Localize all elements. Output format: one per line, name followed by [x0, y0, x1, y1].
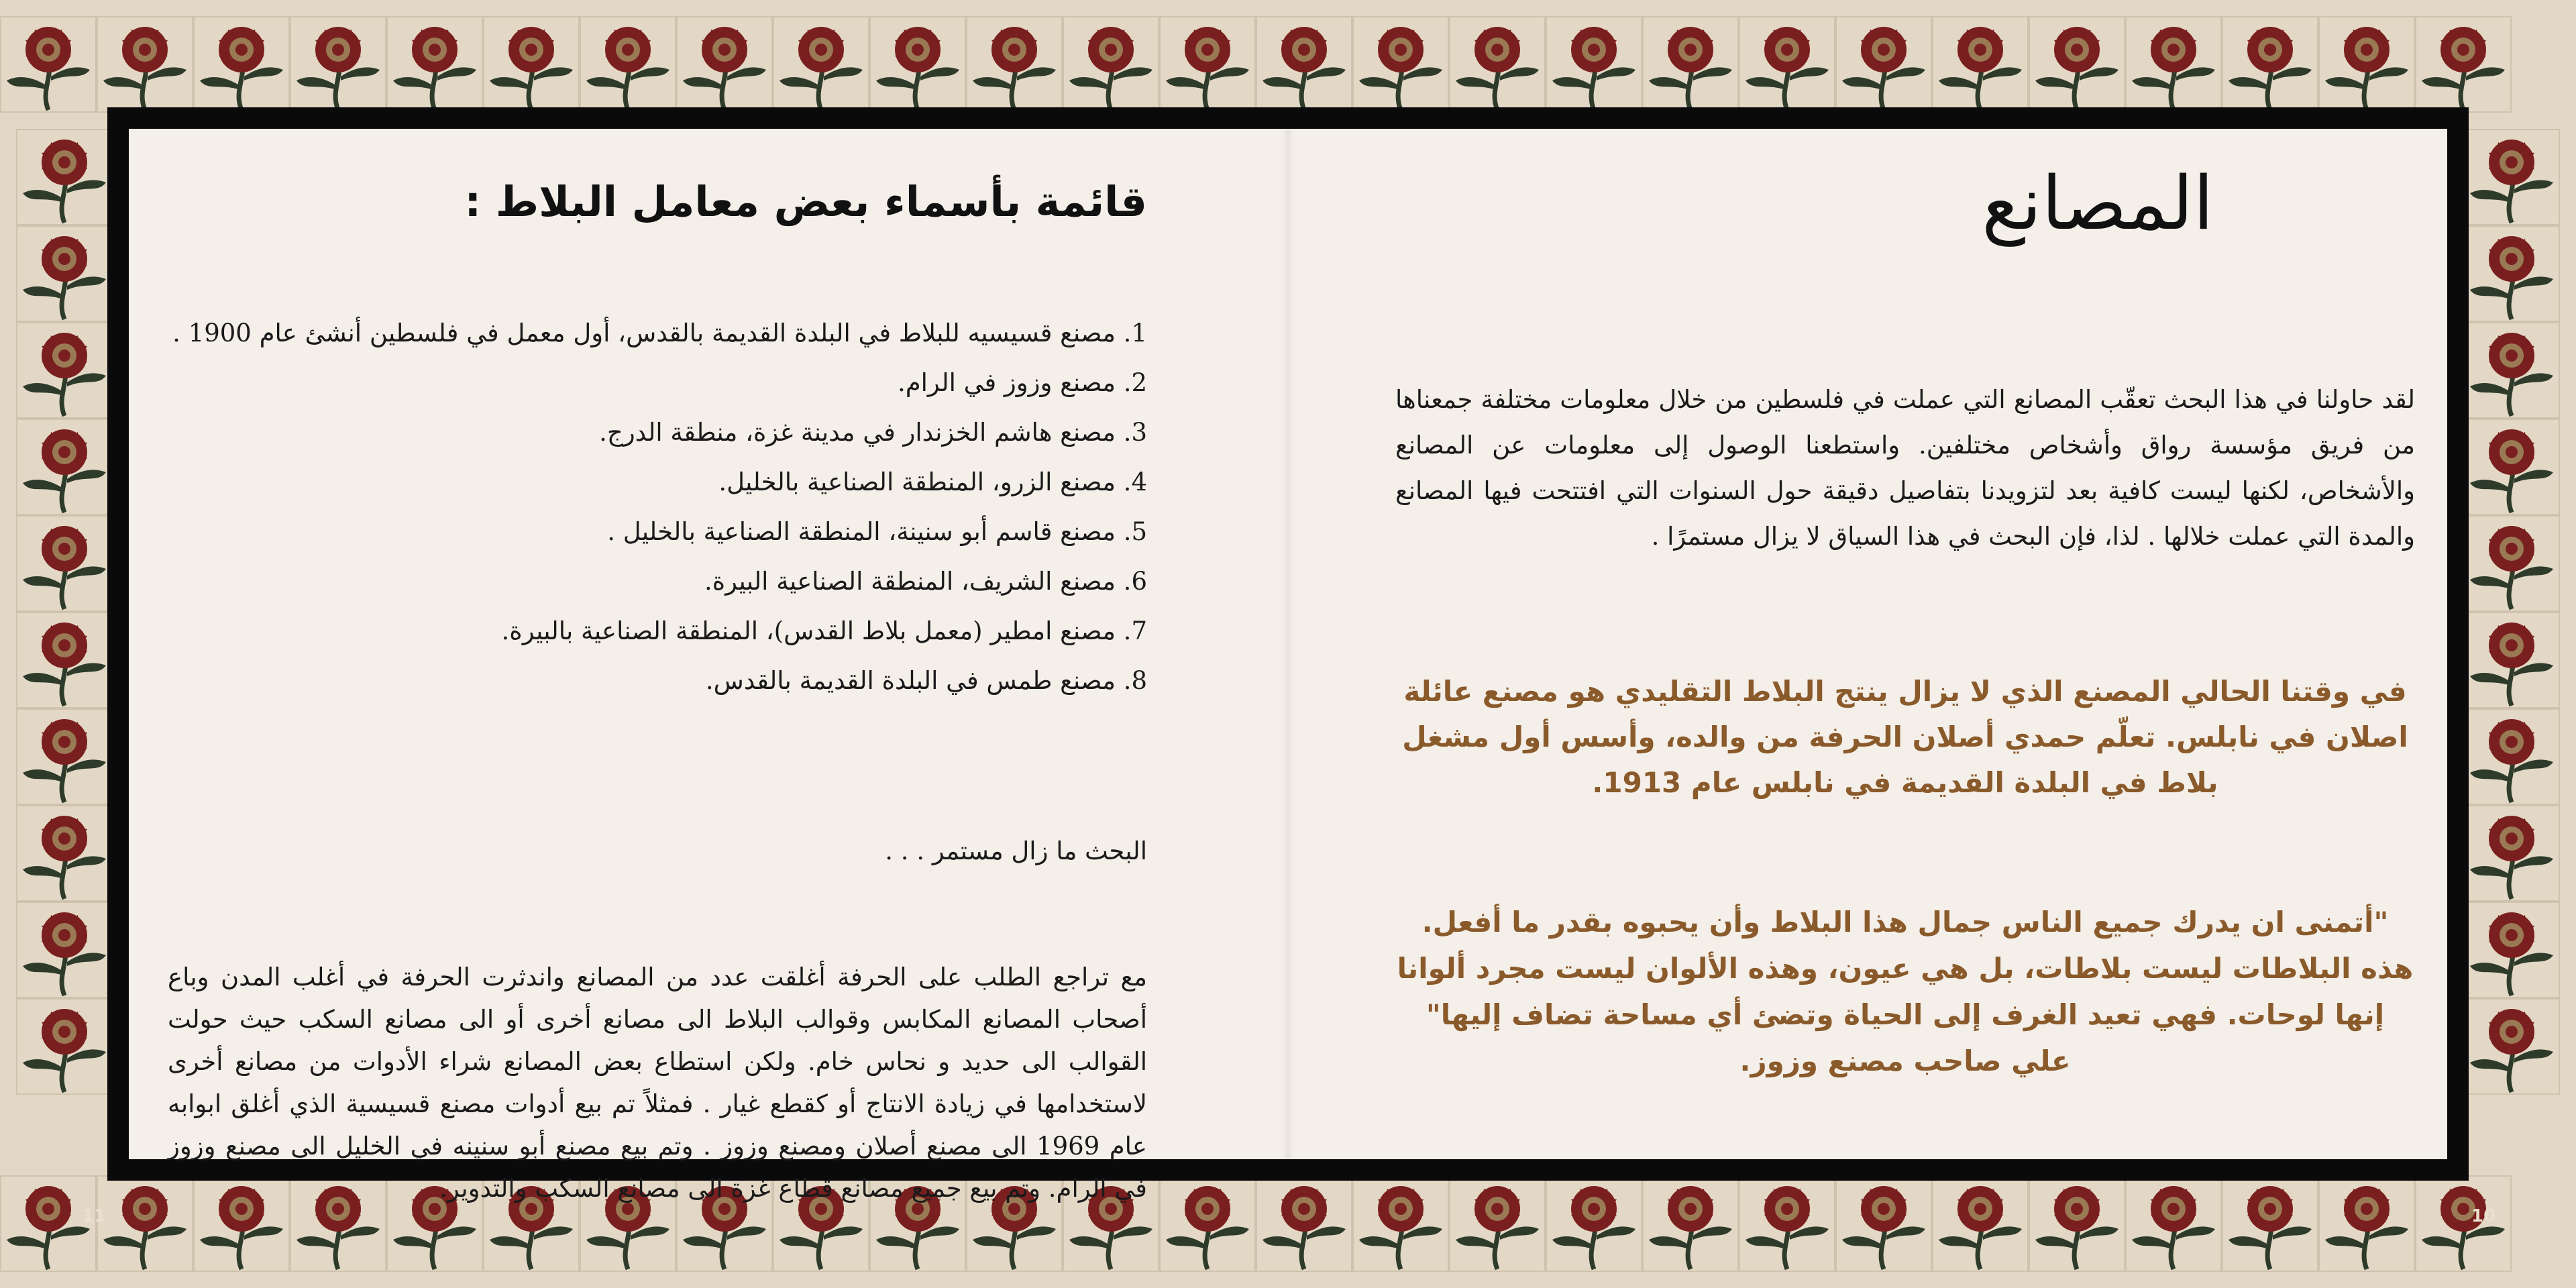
- carnation-flower-icon: [2415, 16, 2512, 113]
- carnation-flower-icon: [1739, 16, 1835, 113]
- frame-line: [2447, 107, 2469, 1181]
- right-page: [1395, 129, 2415, 1159]
- page-number-left: 11: [82, 1206, 107, 1226]
- carnation-flower-icon: [1159, 16, 1256, 113]
- carnation-flower-icon: [2222, 16, 2318, 113]
- left-page: [168, 129, 1147, 1203]
- book-spine: [1282, 129, 1294, 1159]
- carnation-flower-icon: [2463, 322, 2560, 419]
- carnation-flower-icon: [1932, 16, 2029, 113]
- list-item: 2. مصنع وزوز في الرام.: [897, 368, 1147, 397]
- carnation-flower-icon: [2463, 805, 2560, 902]
- carnation-flower-icon: [483, 16, 580, 113]
- carnation-flower-icon: [1449, 1175, 1546, 1272]
- carnation-flower-icon: [16, 225, 113, 322]
- carnation-flower-icon: [386, 16, 483, 113]
- carnation-flower-icon: [2125, 16, 2222, 113]
- list-item: 3. مصنع هاشم الخزندار في مدينة غزة، منطقة الدرج.: [599, 418, 1147, 447]
- list-item: 4. مصنع الزرو، المنطقة الصناعية بالخليل.: [718, 468, 1147, 496]
- carnation-flower-icon: [2318, 1175, 2415, 1272]
- carnation-flower-icon: [2029, 1175, 2125, 1272]
- carnation-flower-icon: [2463, 129, 2560, 225]
- carnation-flower-icon: [1739, 1175, 1835, 1272]
- carnation-flower-icon: [1546, 16, 1642, 113]
- decline-paragraph: مع تراجع الطلب على الحرفة أغلقت عدد من المصانع واندثرت الحرفة في أغلب المدن وباع أصحاب المصانع المكابس وقوالب البلاط الى مصانع أخرى أو الى مصانع السكب حيث حولت القوالب الى حديد و نحاس خام. ولكن استطاع بعض المصانع شراء الأدوات من مصانع أخرى لاستخدامها في زيادة الانتاج أو كقطع غيار . فمثلاً تم بيع أدوات مصنع قسيسية الذي أغلق ابوابه عام 1969 الى مصنع أصلان ومصنع وزوز . وتم بيع مصنع أبو سنينه في الخليل الى مصنع وزوز في الرام. وتم بيع جميع مصانع قطاع غزة الى مصانع السكب والتدوير.: [168, 963, 1147, 1203]
- carnation-flower-icon: [1642, 1175, 1739, 1272]
- carnation-flower-icon: [1352, 1175, 1449, 1272]
- carnation-flower-icon: [869, 16, 966, 113]
- carnation-flower-icon: [1352, 16, 1449, 113]
- carnation-flower-icon: [16, 129, 113, 225]
- carnation-flower-icon: [16, 998, 113, 1095]
- research-ongoing-note: البحث ما زال مستمر . . .: [885, 837, 1147, 865]
- carnation-flower-icon: [0, 16, 97, 113]
- page-number-right: 10: [2471, 1206, 2496, 1226]
- list-item: 7. مصنع امطير (معمل بلاط القدس)، المنطقة الصناعية بالبيرة.: [501, 616, 1147, 645]
- carnation-flower-icon: [1835, 16, 1932, 113]
- carnation-flower-icon: [1449, 16, 1546, 113]
- carnation-flower-icon: [16, 515, 113, 612]
- frame-line: [107, 107, 129, 1181]
- carnation-flower-icon: [2463, 998, 2560, 1095]
- carnation-flower-icon: [1159, 1175, 1256, 1272]
- carnation-flower-icon: [676, 16, 773, 113]
- intro-paragraph: لقد حاولنا في هذا البحث تعقّب المصانع التي عملت في فلسطين من خلال معلومات مختلفة جمعناها من فريق مؤسسة رواق وأشخاص مختلفين. واستطعنا الوصول إلى معلومات عن المصانع والأشخاص، لكنها ليست كافية بعد لتزويدنا بتفاصيل دقيقة حول السنوات التي افتتحت فيها المصانع والمدة التي عملت خلالها . لذا، فإن البحث في هذا السياق لا يزال مستمرًا .: [1395, 385, 2415, 551]
- list-item: 1. مصنع قسيسيه للبلاط في البلدة القديمة بالقدس، أول معمل في فلسطين أنشئ عام 1900 .: [172, 319, 1147, 347]
- factory-list-heading: قائمة بأسماء بعض معامل البلاط :: [464, 177, 1147, 226]
- carnation-flower-icon: [2463, 708, 2560, 805]
- list-item: 8. مصنع طمس في البلدة القديمة بالقدس.: [705, 666, 1147, 695]
- carnation-flower-icon: [16, 419, 113, 515]
- carnation-flower-icon: [1932, 1175, 2029, 1272]
- carnation-flower-icon: [1256, 1175, 1352, 1272]
- carnation-flower-icon: [2463, 419, 2560, 515]
- carnation-flower-icon: [773, 16, 869, 113]
- quote-paragraph: "أتمنى ان يدرك جميع الناس جمال هذا البلاط وأن يحبوه بقدر ما أفعل. هذه البلاطات ليست بلاطات، بل هي عيون، وهذه الألوان ليست مجرد ألوانا إنها لوحات. فهي تعيد الغرف إلى الحياة وتضئ أي مساحة تضاف إليها" علي صاحب مصنع وزوز.: [1397, 906, 2414, 1077]
- aslan-factory-paragraph: في وقتنا الحالي المصنع الذي لا يزال ينتج البلاط التقليدي هو مصنع عائلة اصلان في نابلس. تعلّم حمدي أصلان الحرفة من والده، وأسس أول مشغل بلاط في البلدة القديمة في نابلس عام 1913.: [1402, 675, 2408, 799]
- carnation-flower-icon: [1642, 16, 1739, 113]
- carnation-flower-icon: [580, 16, 676, 113]
- carnation-flower-icon: [2415, 1175, 2512, 1272]
- carnation-flower-icon: [2125, 1175, 2222, 1272]
- list-item: 5. مصنع قاسم أبو سنينة، المنطقة الصناعية بالخليل .: [607, 517, 1147, 546]
- carnation-flower-icon: [2318, 16, 2415, 113]
- frame-line: [107, 107, 2469, 129]
- carnation-flower-icon: [2463, 515, 2560, 612]
- carnation-flower-icon: [2463, 225, 2560, 322]
- carnation-flower-icon: [16, 708, 113, 805]
- carnation-flower-icon: [16, 322, 113, 419]
- carnation-flower-icon: [16, 902, 113, 998]
- page-title: المصانع: [1982, 160, 2214, 246]
- carnation-flower-icon: [16, 805, 113, 902]
- carnation-flower-icon: [966, 16, 1063, 113]
- carnation-flower-icon: [1063, 16, 1159, 113]
- carnation-flower-icon: [290, 16, 386, 113]
- carnation-flower-icon: [2463, 612, 2560, 708]
- carnation-flower-icon: [2029, 16, 2125, 113]
- carnation-flower-icon: [2463, 902, 2560, 998]
- carnation-flower-icon: [1546, 1175, 1642, 1272]
- carnation-flower-icon: [193, 16, 290, 113]
- carnation-flower-icon: [16, 612, 113, 708]
- carnation-flower-icon: [1256, 16, 1352, 113]
- factory-list: [168, 309, 1147, 706]
- carnation-flower-icon: [1835, 1175, 1932, 1272]
- list-item: 6. مصنع الشريف، المنطقة الصناعية البيرة.: [704, 567, 1147, 596]
- carnation-flower-icon: [97, 16, 193, 113]
- carnation-flower-icon: [2222, 1175, 2318, 1272]
